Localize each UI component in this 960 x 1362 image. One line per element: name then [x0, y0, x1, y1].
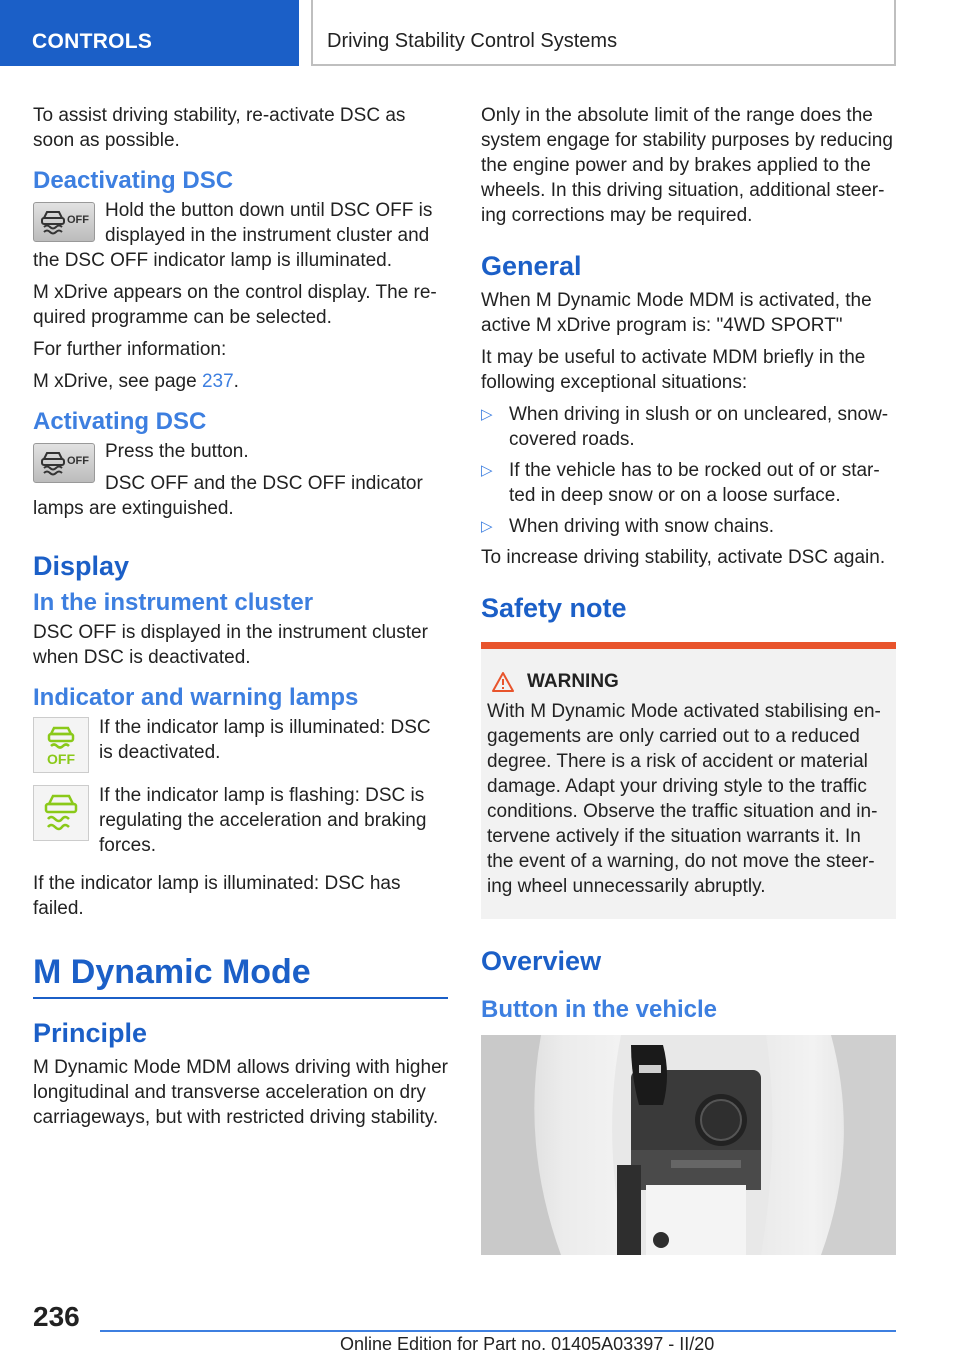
dsc-off-button-icon: [33, 202, 95, 242]
situations-list: [481, 402, 896, 539]
list-item: ▷ When driving with snow chains.: [481, 516, 775, 537]
dsc-off-lamp-icon: [33, 717, 89, 773]
warning-triangle-icon: [491, 671, 515, 693]
limit-text: Only in the absolute limit of the range does the system engage for stability purposes by reducing the engine power and by brakes applied to the wheels. In this driving situation, additional steer-ing corrections may be required.: [481, 105, 893, 226]
indicator-lamps-heading: Indicator and warning lamps: [33, 684, 359, 711]
m-dynamic-mode-heading: M Dynamic Mode: [33, 951, 448, 999]
chapter-title: Driving Stability Control Systems: [327, 30, 618, 52]
activating-block: [33, 439, 448, 528]
general-text-2: It may be useful to activate MDM briefly in the following exceptional situations:: [481, 347, 866, 393]
deactivating-dsc-heading: Deactivating DSC: [33, 167, 234, 194]
edition-text: Online Edition for Part no. 01405A03397 - II/20: [340, 1334, 715, 1354]
activating-text-1: Press the button.: [105, 441, 249, 462]
failed-text: If the indicator lamp is illuminated: DSC has failed.: [33, 873, 401, 919]
xdrive-reference: M xDrive, see page 237.: [33, 371, 239, 392]
page-header: [0, 0, 960, 66]
safety-note-heading: Safety note: [481, 593, 627, 623]
warning-title: WARNING: [487, 671, 890, 693]
off-label: OFF: [67, 455, 89, 467]
intro-text: To assist driving stability, re-activate DSC as soon as possible.: [33, 105, 406, 151]
cluster-text: DSC OFF is displayed in the instrument cluster when DSC is deactivated.: [33, 622, 428, 668]
page-number: 236: [33, 1301, 80, 1332]
principle-text: M Dynamic Mode MDM allows driving with higher longitudinal and transverse acceleration on dry carriageways, but with restricted driving stability.: [33, 1057, 448, 1128]
activating-text-2: DSC OFF and the DSC OFF indicator lamps are extinguished.: [33, 473, 423, 519]
activating-dsc-heading: Activating DSC: [33, 408, 207, 435]
display-heading: Display: [33, 551, 130, 581]
deactivating-block: [33, 198, 448, 280]
increase-text: To increase driving stability, activate DSC again.: [481, 547, 886, 568]
section-label: CONTROLS: [32, 30, 153, 53]
lamp-off-text: If the indicator lamp is illuminated: DSC is deactivated.: [99, 717, 431, 763]
dsc-button-icon: [33, 443, 95, 483]
list-item: ▷ If the vehicle has to be rocked out of or star-ted in deep snow or on a loose surface.: [481, 460, 880, 506]
lamp-row-off: [33, 715, 448, 777]
lamp-flashing-text: If the indicator lamp is flashing: DSC is regulating the acceleration and braking forces.: [99, 785, 427, 856]
button-in-vehicle-heading: Button in the vehicle: [481, 996, 718, 1023]
lamp-row-flashing: [33, 783, 448, 865]
instrument-cluster-heading: In the instrument cluster: [33, 589, 314, 616]
warning-text: With M Dynamic Mode activated stabilising en-gagements are only carried out to a reduced degree. There is a risk of accident or material damage. Adapt your driving style to the traffic conditions. Observe the traffic situation and in-tervene actively if the situation warrants it. In the event of a warning, do not move the steer-ing wheel unnecessarily abruptly.: [487, 701, 881, 897]
svg-text:OFF: OFF: [47, 751, 75, 767]
general-heading: General: [481, 251, 582, 281]
general-text-1: When M Dynamic Mode MDM is activated, the active M xDrive program is: "4WD SPORT": [481, 290, 872, 336]
off-label: OFF: [67, 214, 89, 226]
right-column: [481, 103, 896, 1255]
warning-box: [481, 642, 896, 919]
further-info-text: For further information:: [33, 339, 227, 360]
chapter-box: [311, 0, 896, 66]
dsc-warning-lamp-icon: [33, 785, 89, 841]
section-tab[interactable]: [0, 0, 299, 66]
principle-heading: Principle: [33, 1018, 148, 1048]
list-item: ▷ When driving in slush or on uncleared, snow-covered roads.: [481, 404, 889, 450]
deactivating-text: Hold the button down until DSC OFF is displayed in the instrument cluster and the DSC OFF indicator lamp is illuminated.: [33, 200, 433, 271]
page-link-237[interactable]: 237: [201, 371, 234, 392]
footer-divider: [100, 1330, 896, 1332]
left-column: [33, 103, 448, 1137]
xdrive-text: M xDrive appears on the control display. The re-quired programme can be selected.: [33, 282, 437, 328]
overview-heading: Overview: [481, 946, 602, 976]
center-console-photo: [481, 1035, 896, 1255]
